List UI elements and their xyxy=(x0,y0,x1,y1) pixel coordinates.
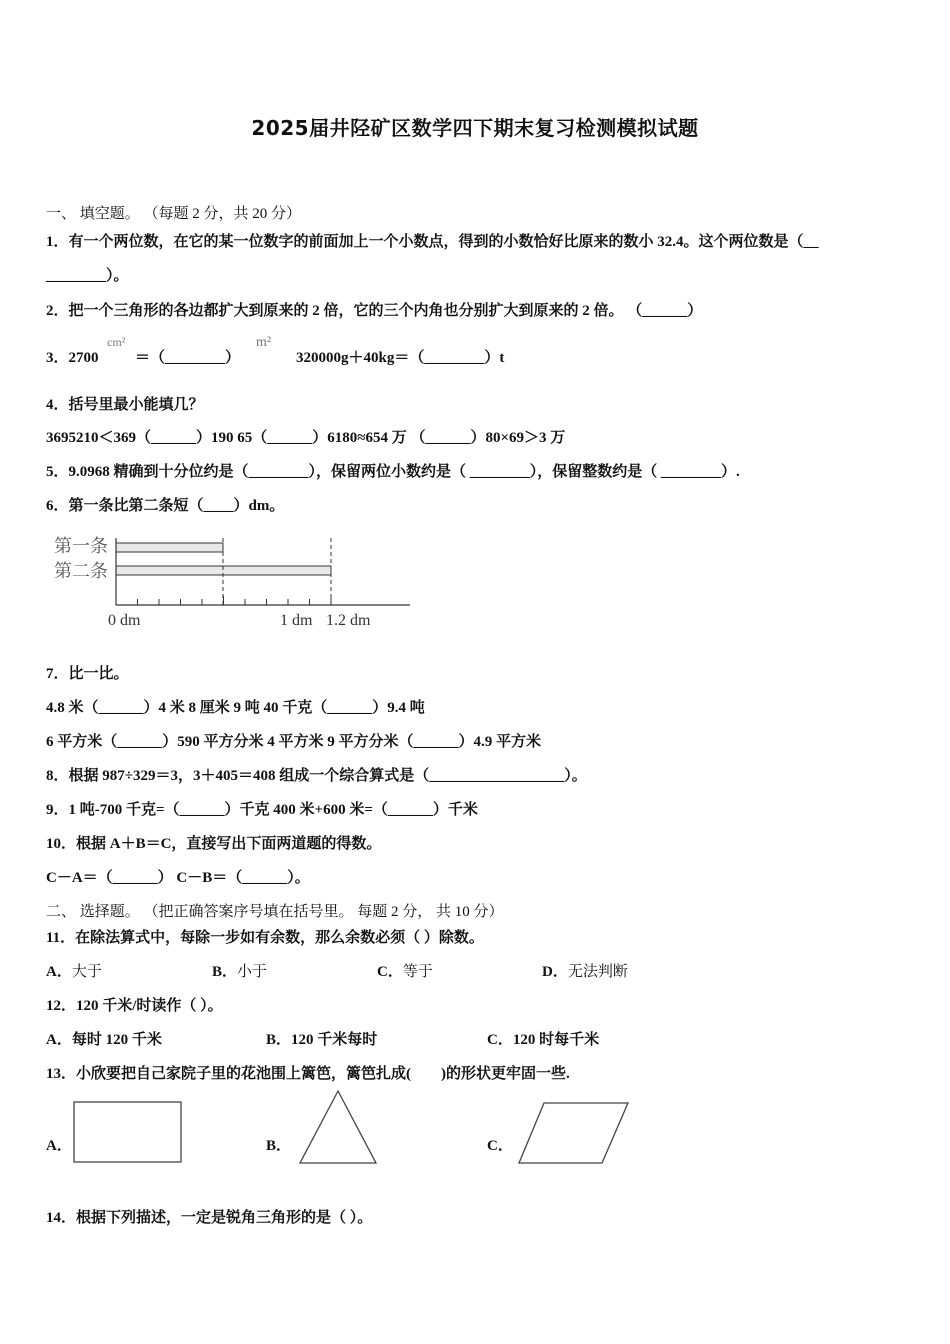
option-key: B． xyxy=(212,964,238,980)
question-11: 11．在除法算式中，每除一步如有余数，那么余数必须（ ）除数。 xyxy=(46,930,484,946)
option-text: 大于 xyxy=(71,964,102,980)
question-14: 14．根据下列描述，一定是锐角三角形的是（ ）。 xyxy=(46,1210,373,1226)
question-1-line-2: ________）。 xyxy=(46,268,129,284)
option-key: C． xyxy=(377,964,403,980)
option-text: 无法判断 xyxy=(567,964,628,980)
unit-cm2: cm² xyxy=(107,335,126,349)
option-text: 等于 xyxy=(402,964,433,980)
parallelogram-shape xyxy=(516,1100,632,1166)
option-key: C． xyxy=(487,1138,513,1154)
q12-option-c[interactable] xyxy=(487,1028,599,1049)
question-4-row: 3695210＜369（______）190 65（______）6180≈654 万 （______）80×69＞3 万 xyxy=(46,430,566,446)
q13-option-b[interactable] xyxy=(266,1134,291,1155)
tick-label-1: 1 dm xyxy=(280,612,313,629)
question-5: 5．9.0968 精确到十分位约是（________），保留两位小数约是（ ________），保留整数约是（ ________）. xyxy=(46,464,740,480)
option-key: C． xyxy=(487,1032,513,1048)
label-second-line: 第二条 xyxy=(54,561,108,581)
q11-option-c[interactable] xyxy=(377,960,433,981)
triangle-shape xyxy=(296,1088,380,1168)
unit-m2: m² xyxy=(256,335,272,350)
tick-label-1-2: 1.2 dm xyxy=(326,612,371,629)
axis-ticks xyxy=(116,596,331,605)
question-7-row-2: 6 平方米（______）590 平方分米 4 平方米 9 平方分米（______）4.9 平方米 xyxy=(46,734,542,750)
label-first-line: 第一条 xyxy=(54,536,108,556)
option-key: B． xyxy=(266,1138,292,1154)
option-text: 每时 120 千米 xyxy=(71,1032,162,1048)
q12-option-b[interactable] xyxy=(266,1028,377,1049)
question-4: 4．括号里最小能填几？ xyxy=(46,397,204,413)
question-10-row: C－A＝（______） C－B＝（______）。 xyxy=(46,870,310,886)
question-1-line-1: 1．有一个两位数，在它的某一位数字的前面加上一个小数点，得到的小数恰好比原来的数小 32.4。这个两位数是（__ xyxy=(46,234,819,250)
question-3-part-b: ＝（________） xyxy=(135,350,241,366)
question-7: 7．比一比。 xyxy=(46,666,129,682)
option-key: A． xyxy=(46,964,72,980)
q13-option-a[interactable] xyxy=(46,1134,72,1155)
question-13: 13．小欣要把自己家院子里的花池围上篱笆，篱笆扎成( )的形状更牢固一些. xyxy=(46,1066,570,1082)
question-8: 8．根据 987÷329＝3，3＋405＝408 组成一个综合算式是（__________________）。 xyxy=(46,768,587,784)
q11-option-a[interactable] xyxy=(46,960,102,981)
option-key: A． xyxy=(46,1138,72,1154)
option-key: A． xyxy=(46,1032,72,1048)
q11-option-b[interactable] xyxy=(212,960,267,981)
first-line-bar xyxy=(116,543,223,552)
q11-option-d[interactable] xyxy=(542,960,628,981)
q12-option-a[interactable] xyxy=(46,1028,162,1049)
ruler-figure xyxy=(50,530,420,635)
question-2: 2．把一个三角形的各边都扩大到原来的 2 倍，它的三个内角也分别扩大到原来的 2 倍。 （______） xyxy=(46,303,703,319)
section-2-heading: 二、 选择题。 （把正确答案序号填在括号里。 每题 2 分， 共 10 分） xyxy=(46,904,504,920)
question-6: 6．第一条比第二条短（____）dm。 xyxy=(46,498,285,514)
question-12: 12．120 千米/时读作（ ）。 xyxy=(46,998,223,1014)
tick-label-0: 0 dm xyxy=(108,612,141,629)
question-9: 9．1 吨-700 千克=（______）千克 400 米+600 米=（______）千米 xyxy=(46,802,478,818)
option-text: 小于 xyxy=(237,964,268,980)
rectangle-shape xyxy=(72,1100,184,1166)
page-title: 2025届井陉矿区数学四下期末复习检测模拟试题 xyxy=(251,116,699,140)
question-10: 10．根据 A＋B＝C，直接写出下面两道题的得数。 xyxy=(46,836,382,852)
option-text: 120 时每千米 xyxy=(512,1032,600,1048)
option-text: 120 千米每时 xyxy=(291,1032,378,1048)
question-7-row-1: 4.8 米（______）4 米 8 厘米 9 吨 40 千克（______）9.4 吨 xyxy=(46,700,425,716)
section-1-heading: 一、 填空题。 （每题 2 分，共 20 分） xyxy=(46,206,302,222)
question-3-part-c: 320000g＋40kg＝（________）t xyxy=(296,350,505,366)
question-3-part-a: 3．2700 xyxy=(46,350,99,366)
option-key: D． xyxy=(542,964,568,980)
q13-option-c[interactable] xyxy=(487,1134,513,1155)
option-key: B． xyxy=(266,1032,292,1048)
